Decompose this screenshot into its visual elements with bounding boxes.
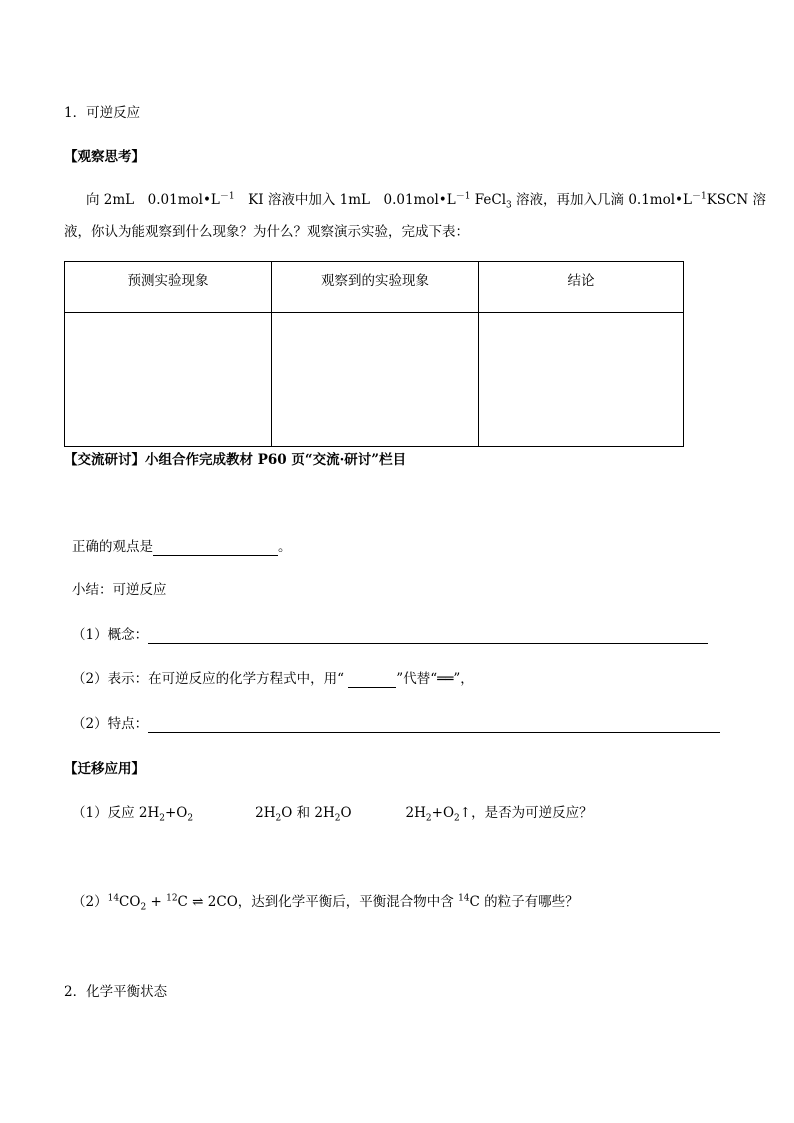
table-cell-observation[interactable] [272,313,479,447]
concept-blank[interactable] [148,629,708,644]
table-cell-conclusion[interactable] [479,313,684,447]
correct-view-line: 正确的观点是 。 [72,539,292,555]
apply-question-1: （1）反应 $2H_2+O_2$ $2H_2O$ 和 $2H_2O$ $2H_2+O_2↑$，是否为可逆反应？ [72,805,593,824]
feature-blank[interactable] [148,718,720,733]
table-header-observation: 观察到的实验现象 [272,262,479,313]
discuss-heading: 【交流研讨】小组合作完成教材 P60 页“交流·研讨”栏目 [64,452,407,468]
experiment-table [64,261,684,447]
observe-line-2: 液，你认为能观察到什么现象？为什么？观察演示实验，完成下表： [64,224,469,240]
apply-heading: 【迁移应用】 [64,761,145,777]
table-row [65,313,684,447]
apply-question-2: $(2)^{14}CO_2 + ^{12}C$ ⇌ 2CO，达到化学平衡后，平衡混合物中含 $^{14}$C 的粒子有哪些？ [72,893,579,913]
symbol-blank[interactable] [348,673,396,688]
section-2-title: 2．化学平衡状态 [64,984,168,1000]
correct-view-blank[interactable] [153,541,278,556]
observe-heading: 【观察思考】 [64,149,145,165]
summary-item-3: （2）特点： [72,715,720,733]
section-1-title: 1．可逆反应 [64,105,141,121]
summary-item-2: （2）表示：在可逆反应的化学方程式中，用“ ”代替“══”， [72,671,474,687]
observe-line-1: 向 2mL $0.01mol•L^{-1}$ KI 溶液中加入 1mL $0.01mol•L^{-1}$ FeCl$_3$ 溶液，再加入几滴 $0.1mol•L^{-1}KSCN$ 溶 [86,191,766,211]
summary-item-1: （1）概念： [72,626,708,644]
table-header-conclusion: 结论 [479,262,684,313]
table-cell-prediction[interactable] [65,313,272,447]
table-header-row [65,262,684,313]
summary-title: 小结：可逆反应 [72,582,167,598]
table-header-prediction: 预测实验现象 [65,262,272,313]
